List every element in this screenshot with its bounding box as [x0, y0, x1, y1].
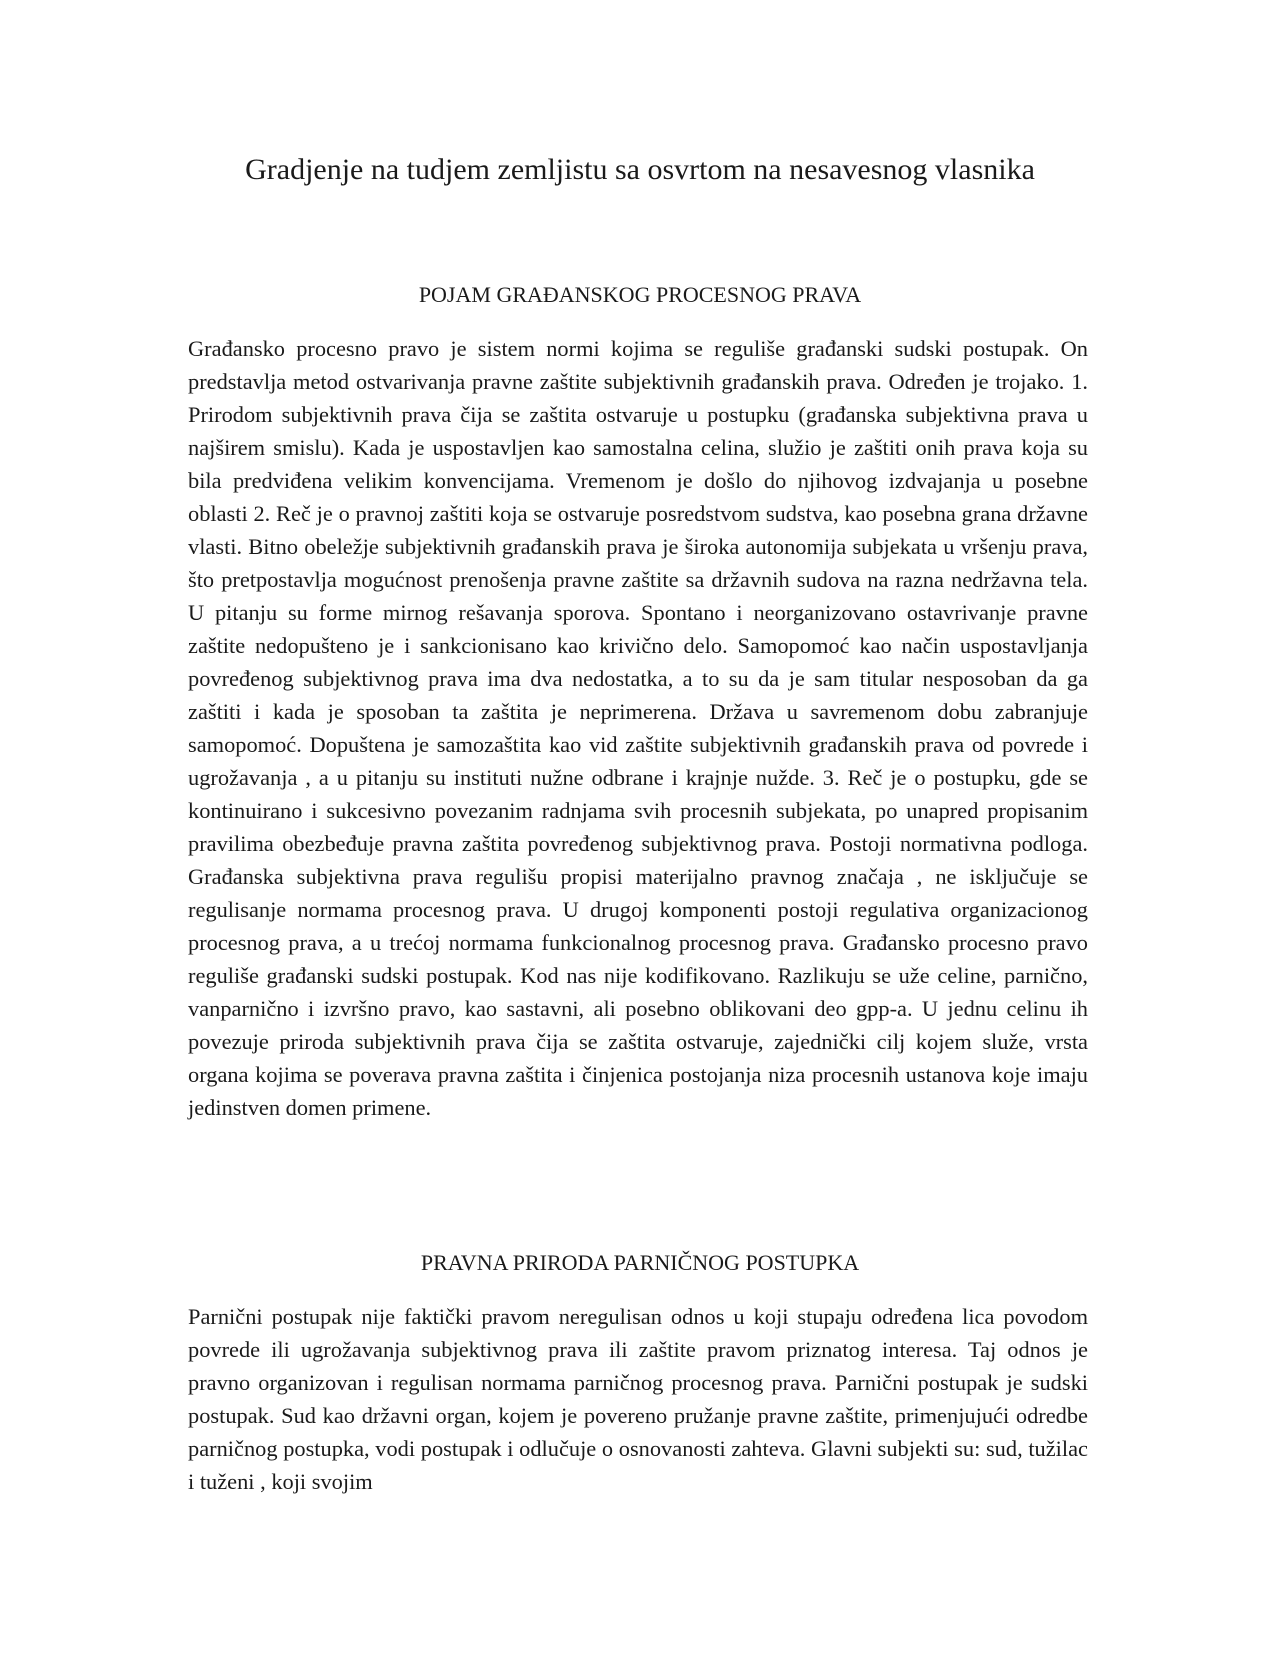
- section-heading-civil-procedure-concept: POJAM GRAĐANSKOG PROCESNOG PRAVA: [418, 282, 862, 307]
- section-paragraph-civil-procedure-concept: Građansko procesno pravo je sistem normi kojima se reguliše građanski sudski postupak. On predstavlja metod ostvarivanja pravne zaštite subjektivnih građanskih prava. Određen je trojako. 1. Prirodom subjektivnih prava čija se zaštita ostvaruje u postupku (građanska subjektivna prava u najširem smislu). Kada je uspostavljen kao samostalna celina, služio je zaštiti onih prava koja su bila predviđena velikim konvencijama. Vremenom je došlo do njihovog izdvajanja u posebne oblasti 2. Reč je o pravnoj zaštiti koja se ostvaruje posredstvom sudstva, kao posebna grana državne vlasti. Bitno obeležje subjektivnih građanskih prava je široka autonomija subjekata u vršenju prava, što pretpostavlja mogućnost prenošenja pravne zaštite sa državnih sudova na razna nedržavna tela. U pitanju su forme mirnog rešavanja sporova. Spontano i neorganizovano ostavrivanje pravne zaštite nedopušteno je i sankcionisano kao krivično delo. Samopomoć kao način uspostavljanja povređenog subjektivnog prava ima dva nedostatka, a to su da je sam titular nesposoban da ga zaštiti i kada je sposoban ta zaštita je neprimerena. Država u savremenom dobu zabranjuje samopomoć. Dopuštena je samozaštita kao vid zaštite subjektivnih građanskih prava od povrede i ugrožavanja , a u pitanju su instituti nužne odbrane i krajnje nužde. 3. Reč je o postupku, gde se kontinuirano i sukcesivno povezanim radnjama svih procesnih subjekata, po unapred propisanim pravilima obezbeđuje pravna zaštita povređenog subjektivnog prava. Postoji normativna podloga. Građanska subjektivna prava regulišu propisi materijalno pravnog značaja , ne isključuje se regulisanje normama procesnog prava. U drugoj komponenti postoji regulativa organizacionog procesnog prava, a u trećoj normama funkcionalnog procesnog prava. Građansko procesno pravo reguliše građanski sudski postupak. Kod nas nije kodifikovano. Razlikuju se uže celine, parnično, vanparnično i izvršno pravo, kao sastavni, ali posebno oblikovani deo gpp-a. U jednu celinu ih povezuje priroda subjektivnih prava čija se zaštita ostvaruje, zajednički cilj kojem služe, vrsta organa kojima se poverava pravna zaštita i činjenica postojanja niza procesnih ustanova koje imaju jedinstven domen primene.: [188, 336, 1088, 1120]
- document-title: Gradjenje na tudjem zemljistu sa osvrtom na nesavesnog vlasnika: [245, 153, 1035, 186]
- section-paragraph-litigation-nature: Parnični postupak nije faktički pravom neregulisan odnos u koji stupaju određena lica povodom povrede ili ugrožavanja subjektivnog prava ili zaštite pravom priznatog interesa. Taj odnos je pravno organizovan i regulisan normama parničnog procesnog prava. Parnični postupak je sudski postupak. Sud kao državni organ, kojem je povereno pružanje pravne zaštite, primenjujući odredbe parničnog postupka, vodi postupak i odlučuje o osnovanosti zahteva. Glavni subjekti su: sud, tužilac i tuženi , koji svojim: [188, 1304, 1088, 1494]
- section-heading-litigation-nature: PRAVNA PRIRODA PARNIČNOG POSTUPKA: [420, 1250, 860, 1275]
